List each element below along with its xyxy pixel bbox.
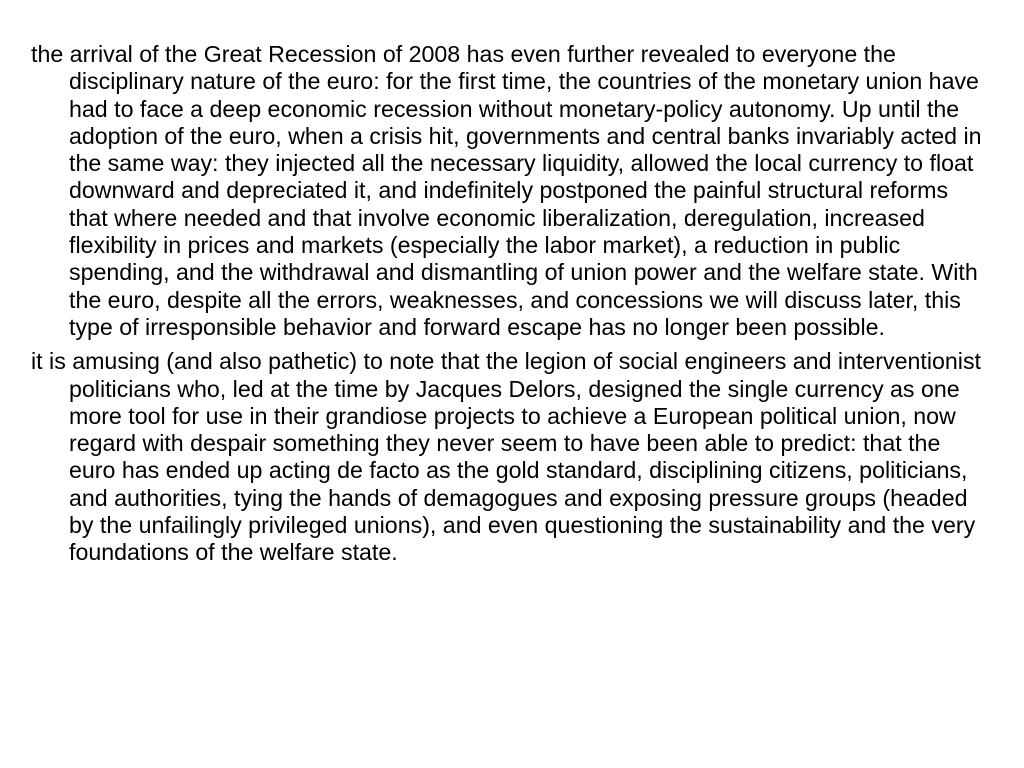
paragraph-great-recession: the arrival of the Great Recession of 2008 has even further revealed to everyone the disciplinary nature of the euro: for the first time, the countries of the monetary union have had to face a deep economic recession without monetary-policy autonomy. Up until the adoption of the euro, when a crisis hit, governments and central banks invariably acted in the same way: they injected all the necessary liquidity, allowed the local currency to float downward and depreciated it, and indefinitely postponed the painful structural reforms that where needed and that involve economic liberalization, deregulation, increased flexibility in prices and markets (especially the labor market), a reduction in public spending, and the withdrawal and dismantling of union power and the welfare state. With the euro, despite all the errors, weaknesses, and concessions we will discuss later, this type of irresponsible behavior and forward escape has no longer been possible. <box>31 41 982 340</box>
paragraph-social-engineers: it is amusing (and also pathetic) to note that the legion of social engineers and interventionist politicians who, led at the time by Jacques Delors, designed the single currency as one more tool for use in their grandiose projects to achieve a European political union, now regard with despair something they never seem to have been able to predict: that the euro has ended up acting de facto as the gold standard, disciplining citizens, politicians, and authorities, tying the hands of demagogues and exposing pressure groups (headed by the unfailingly privileged unions), and even questioning the sustainability and the very foundations of the welfare state. <box>31 348 981 566</box>
